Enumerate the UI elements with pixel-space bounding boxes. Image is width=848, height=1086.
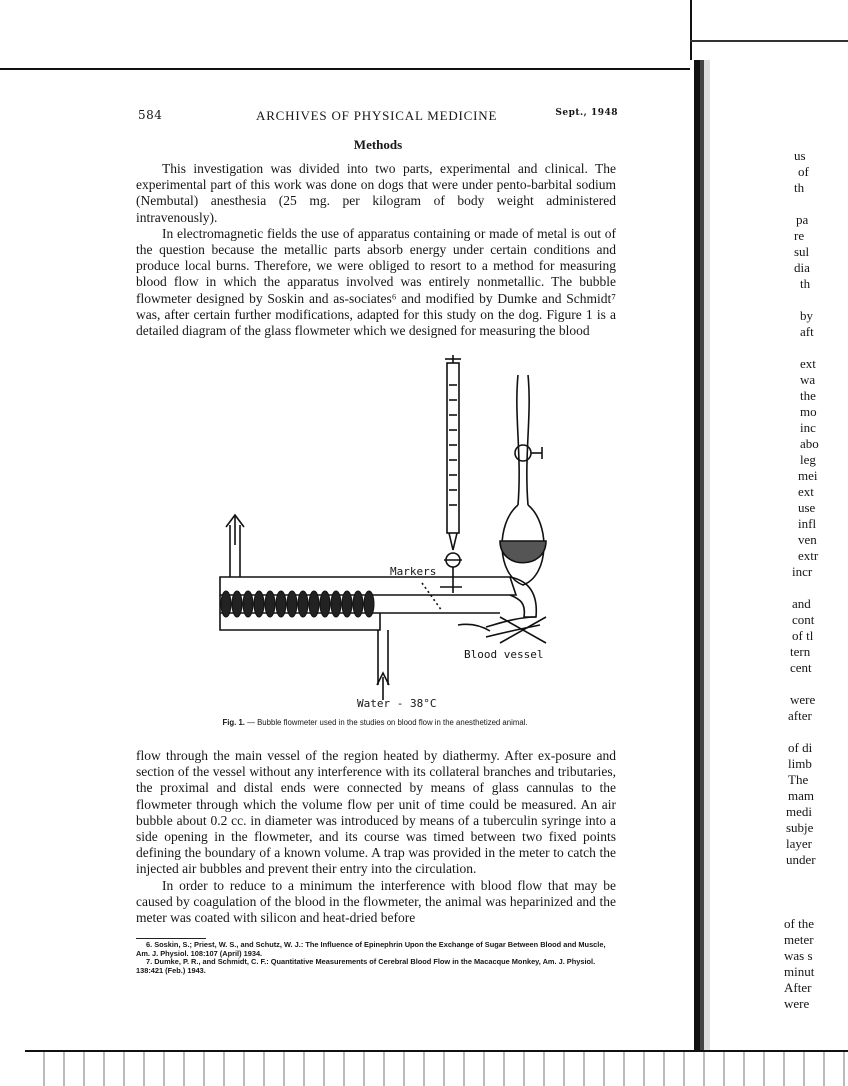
footnote-rule xyxy=(136,938,206,939)
paragraph: In electromagnetic fields the use of apparatus containing or made of metal is out of the question because the metallic parts absorb energy under certain conditions and produce local burns. Therefore, we were obliged to resort to a method for measuring blood flow in which the apparatus involved was entirely nonmetallic. The bubble flowmeter designed by Soskin and as-sociates⁶ and modified by Dumke and Schmidt⁷ was, after certain further modifications, adapted for this study on the dog. Figure 1 is a detailed diagram of the glass flowmeter which we designed for measuring the blood xyxy=(136,225,616,339)
fragment: after xyxy=(788,708,812,723)
body-text-bottom xyxy=(136,748,616,926)
fragment: inc xyxy=(800,420,816,435)
running-head xyxy=(138,108,618,124)
fragment: use xyxy=(798,500,816,515)
fragment: After xyxy=(784,980,812,995)
fragment: sul xyxy=(794,244,810,259)
section-title: Methods xyxy=(353,137,403,152)
caption-prefix: Fig. 1. xyxy=(222,718,245,727)
fragment: abo xyxy=(800,436,819,451)
facing-page-fragments xyxy=(780,0,848,1050)
fragment: the xyxy=(800,388,816,403)
figure-flowmeter xyxy=(200,355,570,715)
page-number: 584 xyxy=(138,108,163,122)
body-text-top xyxy=(136,161,616,339)
fragment: were xyxy=(784,996,810,1011)
paragraph: In order to reduce to a minimum the interference with blood flow that may be caused by coagulation of the blood in the flowmeter, the animal was heparinized and the meter was coated with silicon and heat-dried before xyxy=(136,877,616,926)
fragment: medi xyxy=(786,804,812,819)
fragment: dia xyxy=(794,260,810,275)
fragment: under xyxy=(786,852,816,867)
fragment: tern xyxy=(790,644,811,659)
fragment: mei xyxy=(798,468,818,483)
paragraph: This investigation was divided into two parts, experimental and clinical. The experimental part of this work was done on dogs that were under pento-barbital sodium (Nembutal) anesthesia (25 mg. per kilogram of body weight administered intravenously). xyxy=(136,161,616,225)
syringe-barrel xyxy=(447,363,459,533)
fragment: were xyxy=(790,692,816,707)
fragment: The xyxy=(788,772,809,787)
fragment: was s xyxy=(784,948,813,963)
blood-vessel xyxy=(486,617,536,627)
journal-title: ARCHIVES OF PHYSICAL MEDICINE xyxy=(256,108,498,123)
fragment: ext xyxy=(800,356,816,371)
fragment: incr xyxy=(792,564,813,579)
fragment: pa xyxy=(796,212,809,227)
fragment: aft xyxy=(800,324,814,339)
fragment: wa xyxy=(800,372,816,387)
caption-text: — Bubble flowmeter used in the studies on blood flow in the anesthetized animal. xyxy=(247,718,528,727)
trap-tube xyxy=(517,375,519,505)
fragment: extr xyxy=(798,548,819,563)
fragment: th xyxy=(794,180,805,195)
book-gutter xyxy=(690,60,710,1060)
label-markers: Markers xyxy=(390,565,437,578)
fragment: by xyxy=(800,308,813,323)
inlet-tube xyxy=(378,630,388,685)
paragraph: flow through the main vessel of the region heated by diathermy. After ex-posure and section of the vessel without any interference with its collateral branches and tributaries, the proximal and distal ends were connected by means of glass cannulas to the flowmeter through which the volume flow per unit of time could be measured. An air bubble about 0.2 cc. in diameter was introduced by means of a tuberculin syringe into a side opening in the flowmeter, and its course was timed between two fixed points defining the boundary of a known volume. A trap was provided in the meter to catch the injected air bubbles and prevent their entry into the circulation. xyxy=(136,748,616,877)
label-blood-vessel: Blood vessel xyxy=(464,648,544,661)
fragment: leg xyxy=(800,452,816,467)
fragment: of the xyxy=(784,916,814,931)
label-water: Water - 38°C xyxy=(357,697,437,710)
fragment: us xyxy=(794,148,806,163)
scan-border-bottom xyxy=(25,1050,848,1086)
fragment: mam xyxy=(788,788,814,803)
flowmeter-diagram xyxy=(200,355,570,715)
fragment: mo xyxy=(800,404,817,419)
fragment: of di xyxy=(788,740,813,755)
fragment: of tl xyxy=(792,628,814,643)
footnotes xyxy=(136,941,616,975)
fragment: ext xyxy=(798,484,814,499)
fragment: cent xyxy=(790,660,812,675)
fragment: meter xyxy=(784,932,814,947)
fragment: and xyxy=(792,596,811,611)
fragment: re xyxy=(794,228,805,243)
fragment: infl xyxy=(798,516,817,531)
footnote: 6. Soskin, S.; Priest, W. S., and Schutz, W. J.: The Influence of Epinephrin Upon the Exchange of Sugar Between Blood and Muscle, Am. J. Physiol. 108:107 (April) 1934. xyxy=(136,940,606,958)
fragment: th xyxy=(800,276,811,291)
fragment: subje xyxy=(786,820,814,835)
fragment: ven xyxy=(798,532,817,547)
fragment: layer xyxy=(786,836,812,851)
figure-caption xyxy=(190,718,560,727)
fragment: of xyxy=(798,164,809,179)
issue-date: Sept., 1948 xyxy=(555,108,618,118)
fragment: limb xyxy=(788,756,812,771)
fragment: minut xyxy=(784,964,815,979)
fragment: cont xyxy=(792,612,815,627)
footnote: 7. Dumke, P. R., and Schmidt, C. F.: Quantitative Measurements of Cerebral Blood Flow in the Macacque Monkey, Am. J. Physiol. 138:421 (Feb.) 1943. xyxy=(136,957,596,975)
